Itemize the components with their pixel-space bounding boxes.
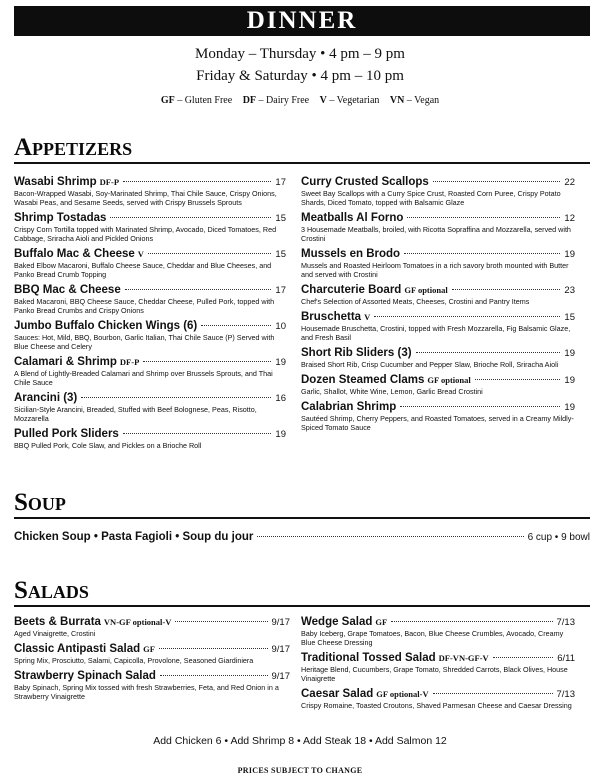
menu-item-price: 9/17 [271, 644, 290, 655]
menu-item [14, 670, 290, 701]
legend-item: V – Vegetarian [319, 95, 380, 106]
menu-item [14, 320, 286, 351]
menu-item-line [301, 248, 575, 260]
menu-item-name: Dozen Steamed Clams [301, 374, 425, 386]
menu-item-line [301, 616, 575, 628]
menu-item-line [14, 428, 286, 440]
menu-item-line [14, 643, 290, 655]
menu-item-line [14, 670, 290, 682]
menu-item-description: Baby Iceberg, Grape Tomatoes, Bacon, Blue Cheese Crumbles, Avocado, Creamy Blue Cheese Dressing [301, 629, 564, 647]
menu-item-description: Mussels and Roasted Heirloom Tomatoes in a rich savory broth mounted with Butter and served with Crostini [301, 261, 569, 279]
menu-item-price: 6/11 [557, 653, 575, 664]
menu-item-price: 19 [275, 357, 286, 368]
menu-item-line [14, 176, 286, 188]
dietary-tag: GF [375, 617, 388, 627]
hours-weekday: Monday – Thursday • 4 pm – 9 pm [195, 46, 405, 62]
leader-dots [407, 217, 560, 218]
menu-item-name: Shrimp Tostadas [14, 212, 107, 224]
dietary-tag: DF-P [99, 177, 120, 187]
menu-item-price: 23 [564, 285, 575, 296]
menu-item-name: Caesar Salad [301, 688, 374, 700]
menu-item [14, 643, 290, 665]
menu-item [14, 428, 286, 450]
menu-item-price: 16 [275, 393, 286, 404]
menu-item-price: 15 [275, 249, 286, 260]
soup-line [14, 531, 590, 543]
leader-dots [123, 433, 272, 434]
menu-item-name: Meatballs Al Forno [301, 212, 404, 224]
menu-item-price: 7/13 [556, 689, 575, 700]
legend-item: VN – Vegan [389, 95, 440, 106]
dietary-tag: DF-VN-GF-V [438, 653, 489, 663]
menu-item-line [301, 176, 575, 188]
menu-item [301, 347, 575, 369]
menu-item-line [301, 347, 575, 359]
leader-dots [433, 693, 553, 694]
menu-item [14, 616, 290, 638]
menu-item-price: 19 [564, 348, 575, 359]
menu-item-description: A Blend of Lightly-Breaded Calamari and Shrimp over Brussels Sprouts, and Thai Chile Sauce [14, 369, 273, 387]
menu-item-name: BBQ Mac & Cheese [14, 284, 121, 296]
menu-item-line [14, 320, 286, 332]
dietary-tag: DF-P [119, 357, 140, 367]
menu-item-line [14, 284, 286, 296]
menu-item-name: Wedge Salad [301, 616, 373, 628]
menu-item-name: Arancini (3) [14, 392, 78, 404]
hours-weekend: Friday & Saturday • 4 pm – 10 pm [196, 68, 404, 84]
menu-item-name: Curry Crusted Scallops [301, 176, 429, 188]
menu-item-price: 19 [564, 375, 575, 386]
legend-item: GF – Gluten Free [160, 95, 233, 106]
menu-item-price: 9/17 [271, 671, 290, 682]
menu-item-line [301, 401, 575, 413]
menu-item [301, 688, 575, 710]
menu-item-description: Baby Spinach, Spring Mix tossed with fresh Strawberries, Feta, and Red Onion in a Strawberry Vinaigrette [14, 683, 279, 701]
leader-dots [159, 648, 268, 649]
menu-item-description: Chef's Selection of Assorted Meats, Cheeses, Crostini and Pantry Items [301, 297, 530, 306]
soup-items: Chicken Soup • Pasta Fagioli • Soup du jour [14, 531, 254, 543]
dietary-legend [0, 95, 600, 106]
menu-item-line [301, 284, 575, 296]
price-notice: PRICES SUBJECT TO CHANGE [237, 766, 363, 775]
menu-item-line [14, 392, 286, 404]
menu-item [301, 248, 575, 279]
menu-item-price: 19 [564, 402, 575, 413]
leader-dots [374, 316, 560, 317]
menu-item-description: Sicilian-Style Arancini, Breaded, Stuffed with Beef Bolognese, Peas, Risotto, Mozzarella [14, 405, 257, 423]
menu-item-description: Braised Short Rib, Crisp Cucumber and Pepper Slaw, Brioche Roll, Sriracha Aioli [301, 360, 559, 369]
add-ons: Add Chicken 6 • Add Shrimp 8 • Add Steak 18 • Add Salmon 12 [153, 735, 447, 747]
menu-item-name: Mussels en Brodo [301, 248, 401, 260]
legend-item: DF – Dairy Free [242, 95, 310, 106]
soup-prices: 6 cup • 9 bowl [527, 532, 590, 543]
menu-item [14, 392, 286, 423]
menu-item-name: Jumbo Buffalo Chicken Wings (6) [14, 320, 198, 332]
menu-item-description: Sautéed Shrimp, Cherry Peppers, and Roasted Tomatoes, served in a Creamy Mildly-Spiced Tomato Sauce [301, 414, 574, 432]
menu-item-description: Aged Vinaigrette, Crostini [14, 629, 96, 638]
leader-dots [416, 352, 561, 353]
dietary-tag: GF optional-V [376, 689, 429, 699]
menu-item-line [301, 374, 575, 386]
menu-item-price: 7/13 [556, 617, 575, 628]
menu-item-line [14, 248, 286, 260]
menu-item-name: Bruschetta [301, 311, 362, 323]
salads-left-column [14, 616, 290, 706]
menu-item-name: Calabrian Shrimp [301, 401, 397, 413]
menu-item [301, 311, 575, 342]
menu-item-description: 3 Housemade Meatballs, broiled, with Ricotta Sopraffina and Mozzarella, served with Crostini [301, 225, 571, 243]
dietary-tag: V [137, 249, 144, 259]
menu-item-description: Crispy Romaine, Toasted Croutons, Shaved Parmesan Cheese and Caesar Dressing [301, 701, 572, 710]
menu-item-line [14, 212, 286, 224]
leader-dots [391, 621, 552, 622]
menu-item [14, 356, 286, 387]
menu-item [301, 616, 575, 647]
menu-item-description: Bacon-Wrapped Wasabi, Soy-Marinated Shrimp, Thai Chile Sauce, Crispy Onions, Wasabi Peas, and Sesame Seeds, served with Crispy Brussels Sprouts [14, 189, 277, 207]
menu-item-description: Sauces: Hot, Mild, BBQ, Bourbon, Garlic Italian, Thai Chile Sauce (P) Served with Blue Cheese and Celery [14, 333, 275, 351]
menu-item-name: Strawberry Spinach Salad [14, 670, 156, 682]
page-title: DINNER [14, 6, 590, 36]
menu-item-description: Spring Mix, Prosciutto, Salami, Capicolla, Provolone, Seasoned Giardiniera [14, 656, 254, 665]
leader-dots [148, 253, 272, 254]
menu-item-name: Pulled Pork Sliders [14, 428, 119, 440]
menu-item-price: 17 [275, 177, 286, 188]
dietary-tag: GF [143, 644, 155, 654]
menu-item [301, 401, 575, 432]
menu-item-description: Sweet Bay Scallops with a Curry Spice Crust, Roasted Corn Puree, Crispy Potato Shards, Diced Tomato, topped with Balsamic Glaze [301, 189, 561, 207]
menu-item [14, 212, 286, 243]
menu-item-price: 19 [275, 429, 286, 440]
menu-item-description: Heritage Blend, Cucumbers, Grape Tomato, Shredded Carrots, Black Olives, House Vinaigrette [301, 665, 568, 683]
leader-dots [201, 325, 271, 326]
dietary-tag: GF optional [404, 285, 448, 295]
menu-item-name: Calamari & Shrimp [14, 356, 117, 368]
menu-item-description: Garlic, Shallot, White Wine, Lemon, Garlic Bread Crostini [301, 387, 483, 396]
menu-item [301, 374, 575, 396]
menu-item-name: Charcuterie Board [301, 284, 402, 296]
menu-item-description: Baked Macaroni, BBQ Cheese Sauce, Cheddar Cheese, Pulled Pork, topped with Panko Bread Crumbs and Crispy Onions [14, 297, 275, 315]
menu-item-price: 22 [564, 177, 575, 188]
leader-dots [452, 289, 561, 290]
menu-item-line [301, 688, 575, 700]
soup-heading: Soup [14, 490, 590, 519]
menu-item-line [301, 212, 575, 224]
menu-item-price: 17 [275, 285, 286, 296]
menu-item-price: 19 [564, 249, 575, 260]
menu-item-description: BBQ Pulled Pork, Cole Slaw, and Pickles on a Brioche Roll [14, 441, 202, 450]
dietary-tag: GF optional [427, 375, 471, 385]
menu-item-price: 15 [564, 312, 575, 323]
menu-item [301, 176, 575, 207]
appetizers-left-column [14, 176, 286, 455]
leader-dots [110, 217, 271, 218]
leader-dots [475, 379, 561, 380]
menu-item [14, 248, 286, 279]
menu-item-price: 12 [564, 213, 575, 224]
menu-item [14, 284, 286, 315]
leader-dots [160, 675, 268, 676]
menu-item-line [301, 652, 575, 664]
menu-item [14, 176, 286, 207]
menu-item-price: 15 [275, 213, 286, 224]
menu-item-name: Classic Antipasti Salad [14, 643, 141, 655]
appetizers-heading: Appetizers [14, 135, 590, 164]
leader-dots [143, 361, 271, 362]
menu-item [301, 212, 575, 243]
leader-dots [81, 397, 271, 398]
menu-item-name: Traditional Tossed Salad [301, 652, 436, 664]
leader-dots [404, 253, 560, 254]
menu-item-description: Baked Elbow Macaroni, Buffalo Cheese Sauce, Cheddar and Blue Cheeses, and Panko Bread Crumb Topping [14, 261, 272, 279]
menu-item-description: Housemade Bruschetta, Crostini, topped with Fresh Mozzarella, Fig Balsamic Glaze, and Fresh Basil [301, 324, 571, 342]
menu-item-name: Buffalo Mac & Cheese [14, 248, 135, 260]
dietary-tag: VN-GF optional-V [103, 617, 172, 627]
menu-item-price: 10 [275, 321, 286, 332]
menu-item-name: Wasabi Shrimp [14, 176, 97, 188]
menu-item-line [14, 356, 286, 368]
menu-item-line [14, 616, 290, 628]
leader-dots [493, 657, 554, 658]
menu-item [301, 652, 575, 683]
leader-dots [175, 621, 267, 622]
menu-item-description: Crispy Corn Tortilla topped with Marinated Shrimp, Avocado, Diced Tomatoes, Red Cabbage, Sriracha Aioli and Pickled Onions [14, 225, 277, 243]
leader-dots [125, 289, 272, 290]
leader-dots [400, 406, 560, 407]
dietary-tag: V [364, 312, 371, 322]
menu-item-line [301, 311, 575, 323]
salads-right-column [301, 616, 575, 715]
menu-item-name: Beets & Burrata [14, 616, 101, 628]
appetizers-right-column [301, 176, 575, 437]
salads-heading: Salads [14, 578, 590, 607]
menu-item [301, 284, 575, 306]
leader-dots [123, 181, 271, 182]
menu-item-name: Short Rib Sliders (3) [301, 347, 412, 359]
menu-item-price: 9/17 [271, 617, 290, 628]
leader-dots [257, 536, 523, 537]
leader-dots [433, 181, 561, 182]
